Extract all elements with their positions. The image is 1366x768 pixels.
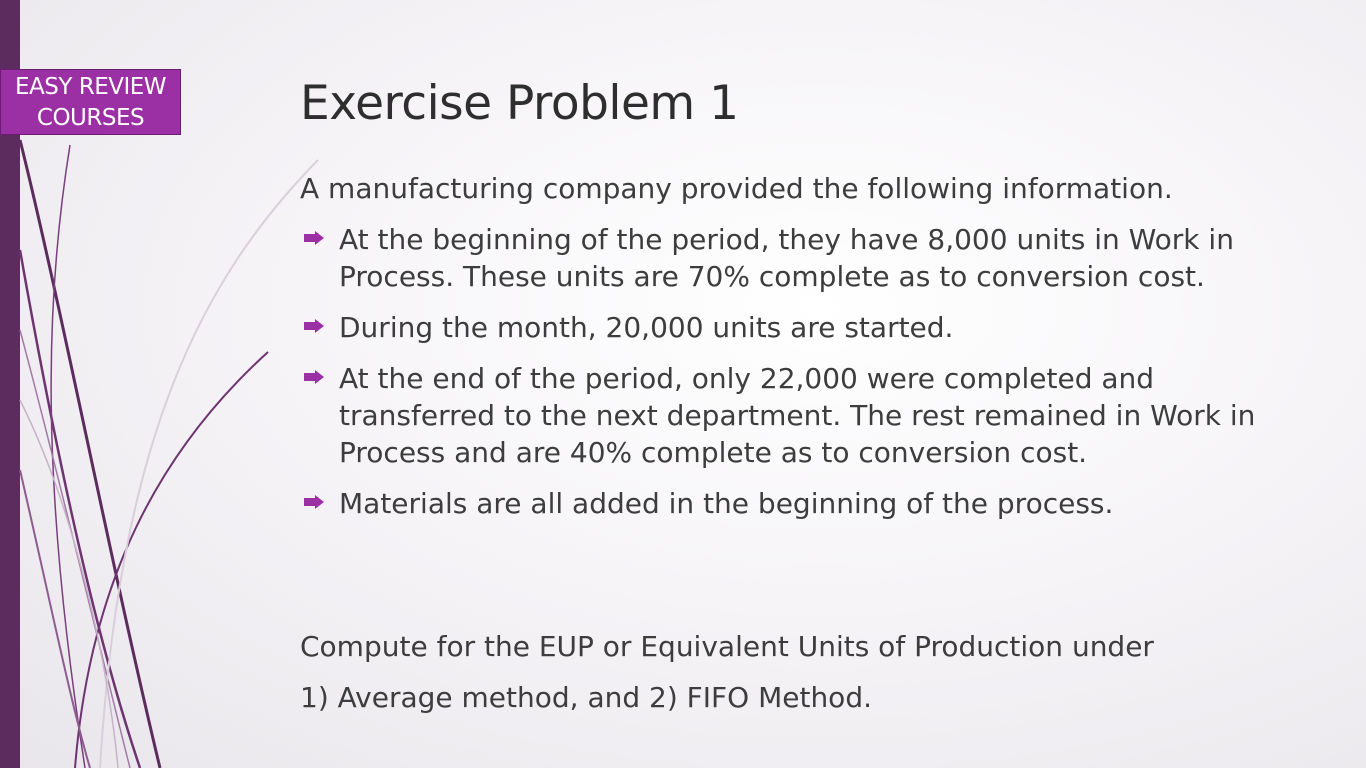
bullet-item (300, 360, 1279, 471)
instruction-line-1: Compute for the EUP or Equivalent Units of Production under (300, 630, 1154, 663)
bullet-text: During the month, 20,000 units are started. (339, 311, 954, 344)
arrow-bullet-icon (304, 495, 324, 509)
easy-review-logo (0, 69, 181, 135)
logo-line-1: EASY REVIEW (14, 74, 167, 100)
bullet-item (300, 221, 1279, 295)
slide-title: Exercise Problem 1 (300, 76, 739, 131)
bullet-item (300, 309, 1279, 346)
bullet-list (300, 221, 1300, 522)
arrow-bullet-icon (304, 370, 324, 384)
intro-text: A manufacturing company provided the following information. (300, 172, 1173, 205)
logo-line-2: COURSES (36, 105, 145, 131)
arrow-bullet-icon (304, 319, 324, 333)
bullet-item (300, 485, 1279, 522)
bullet-text: Materials are all added in the beginning of the process. (339, 487, 1114, 520)
instruction-line-2: 1) Average method, and 2) FIFO Method. (300, 681, 872, 714)
slide-body (300, 170, 1300, 536)
bullet-text: At the beginning of the period, they have 8,000 units in Work in Process. These units are 70% complete as to conversion cost. (339, 223, 1234, 293)
bullet-text: At the end of the period, only 22,000 were completed and transferred to the next department. The rest remained in Work in Process and are 40% complete as to conversion cost. (339, 362, 1256, 469)
arrow-bullet-icon (304, 231, 324, 245)
